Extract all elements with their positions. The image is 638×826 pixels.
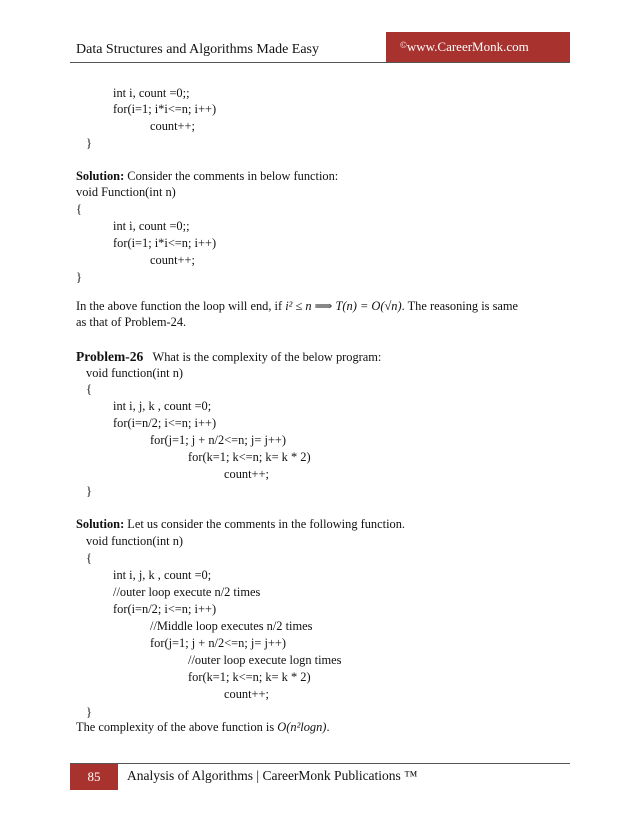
- code-line: {: [86, 551, 92, 565]
- header-rule: [70, 62, 570, 63]
- footer-rule: [70, 763, 570, 764]
- code-line: }: [86, 136, 92, 150]
- problem-text: What is the complexity of the below program:: [152, 350, 382, 364]
- header-title: Data Structures and Algorithms Made Easy: [76, 42, 320, 57]
- solution-text: Consider the comments in below function:: [124, 169, 339, 183]
- explanation-text: In the above function the loop will end, if: [76, 299, 286, 313]
- code-line: for(i=1; i*i<=n; i++): [113, 102, 217, 116]
- code-line: {: [76, 202, 82, 216]
- conclusion-line: [76, 720, 330, 735]
- code-line: for(j=1; j + n/2<=n; j= j++): [150, 636, 286, 650]
- copyright-symbol: ©: [400, 40, 407, 50]
- code-line: for(i=n/2; i<=n; i++): [113, 416, 217, 430]
- code-comment: //Middle loop executes n/2 times: [150, 619, 313, 633]
- code-line: void function(int n): [86, 366, 184, 380]
- solution-paragraph: [76, 517, 405, 532]
- code-line: count++;: [150, 119, 195, 133]
- header-site-link: www.CareerMonk.com: [406, 39, 529, 54]
- code-line: int i, count =0;;: [113, 86, 190, 100]
- problem-label: Problem-26: [76, 349, 144, 364]
- code-line: {: [86, 382, 92, 396]
- code-line: for(k=1; k<=n; k= k * 2): [188, 450, 311, 464]
- code-comment: //outer loop execute logn times: [188, 653, 342, 667]
- explanation-line: as that of Problem-24.: [76, 315, 187, 329]
- code-line: }: [86, 705, 92, 719]
- solution-label: Solution:: [76, 169, 125, 183]
- code-line: for(j=1; j + n/2<=n; j= j++): [150, 433, 286, 447]
- solution-text: Let us consider the comments in the following function.: [124, 517, 406, 531]
- code-line: for(i=1; i*i<=n; i++): [113, 236, 217, 250]
- solution-paragraph: [76, 169, 338, 184]
- code-line: void function(int n): [86, 534, 184, 548]
- code-line: int i, count =0;;: [113, 219, 190, 233]
- solution-label: Solution:: [76, 517, 125, 531]
- code-line: for(i=n/2; i<=n; i++): [113, 602, 217, 616]
- problem-heading: [76, 349, 381, 365]
- conclusion-text: The complexity of the above function is: [76, 720, 278, 734]
- header-site-badge[interactable]: [386, 32, 570, 62]
- code-line: count++;: [224, 687, 269, 701]
- complexity-formula: i² ≤ n ⟹ T(n) = O(√n): [285, 299, 402, 313]
- page-number: 85: [70, 764, 118, 790]
- code-line: void Function(int n): [76, 185, 176, 199]
- footer-text: Analysis of Algorithms | CareerMonk Publications ™: [127, 768, 418, 783]
- code-line: for(k=1; k<=n; k= k * 2): [188, 670, 311, 684]
- explanation-text: . The reasoning is same: [401, 299, 519, 313]
- code-line: int i, j, k , count =0;: [113, 568, 212, 582]
- code-line: count++;: [224, 467, 269, 481]
- code-line: }: [86, 484, 92, 498]
- conclusion-text: .: [326, 720, 330, 734]
- code-line: count++;: [150, 253, 195, 267]
- code-line: int i, j, k , count =0;: [113, 399, 212, 413]
- code-comment: //outer loop execute n/2 times: [113, 585, 261, 599]
- complexity-formula: O(n²logn): [277, 720, 327, 734]
- code-line: }: [76, 270, 82, 284]
- explanation-line: [76, 298, 518, 314]
